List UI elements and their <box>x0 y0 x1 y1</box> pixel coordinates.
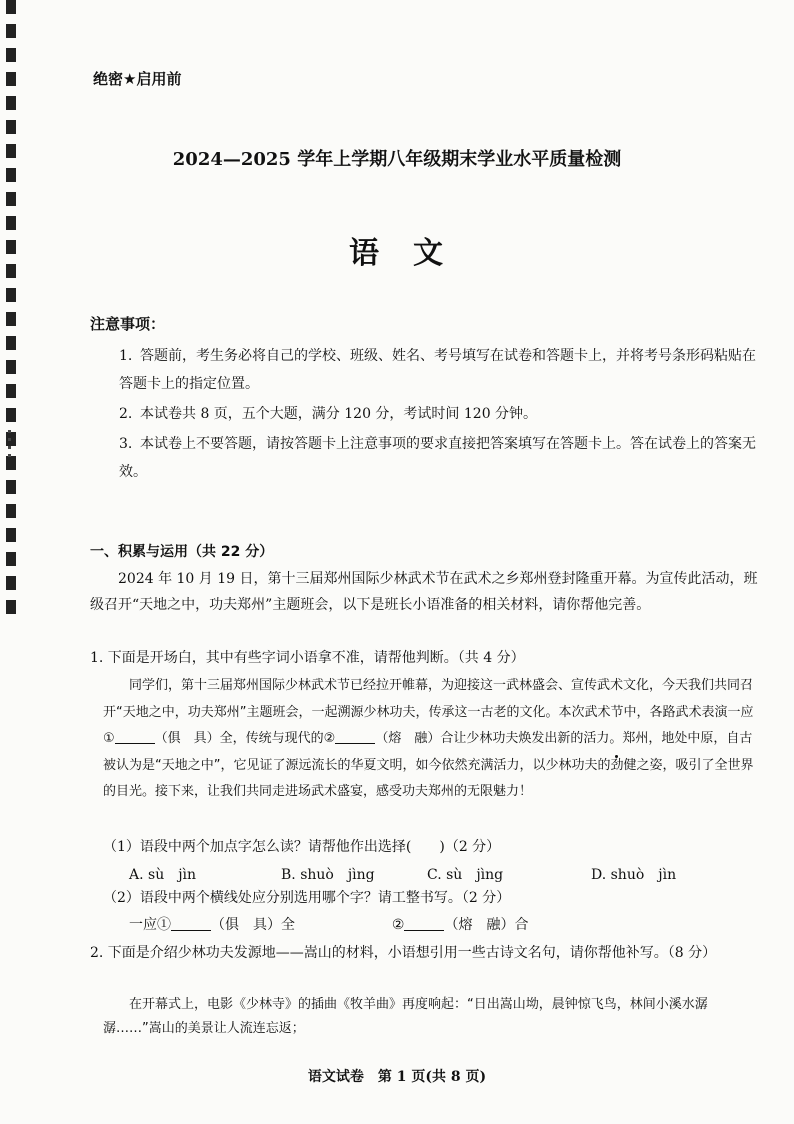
sub-question-2-answer-line <box>129 914 528 934</box>
notice-num: 1. <box>119 348 133 364</box>
notice-item <box>119 342 759 398</box>
answer-prefix: ② <box>391 917 405 933</box>
answer-blank-2 <box>335 730 375 744</box>
notice-item <box>119 400 759 428</box>
choice-d: D. shuò jìn <box>591 867 677 883</box>
notice-text: 本试卷上不要答题，请按答题卡上注意事项的要求直接把答案填写在答题卡上。答在试卷上的答案无效。 <box>119 436 756 480</box>
answer-blank-right <box>404 916 444 931</box>
answer-suffix: （俱 具）全 <box>211 917 295 933</box>
passage-text: 同学们，第十三届郑州国际少林武术节已经拉开帷幕，为迎接这一武林盛会、宣传武术文化，今天我们共同召开“天地之中，功夫郑州”主题班会，一起溯源少林功夫，传承这一古老的文化。本次武术节中，各路武术表演一应① <box>103 678 754 746</box>
answer-suffix: （熔 融）合 <box>444 917 529 933</box>
answer-blank-1 <box>115 730 155 744</box>
answer-blank-left <box>171 916 211 931</box>
page-footer: 语文试卷 第 1 页(共 8 页) <box>307 1069 487 1085</box>
notice-text: 答题前，考生务必将自己的学校、班级、姓名、考号填写在试卷和答题卡上，并将考号条形码粘贴在答题卡上的指定位置。 <box>119 348 756 392</box>
binding-strip <box>6 0 16 620</box>
choice-b: B. shuò jìng <box>281 867 375 883</box>
passage-text: 合让少林功夫焕发出新的活力。郑州，地处中原，自古被认为是“天地之中”，它见证了源远流长的华夏文明，如今依然充满活力，以少林功夫的 <box>103 731 753 773</box>
sub-question-2: （2）语段中两个横线处应分别选用哪个字？请工整书写。（2 分） <box>103 890 511 906</box>
notice-item <box>119 430 759 486</box>
choice-a: A. sù jìn <box>129 867 197 883</box>
sub-question-1: （1）语段中两个加点字怎么读？请帮他作出选择( )（2 分） <box>103 839 501 855</box>
notice-num: 3. <box>119 436 133 452</box>
section-heading: 一、积累与运用（共 22 分） <box>90 544 274 560</box>
blank-hint: （俱 具） <box>154 731 220 746</box>
blank-hint: （熔 融） <box>375 731 441 746</box>
notice-list <box>119 342 759 488</box>
question-1-stem: 1. 下面是开场白，其中有些字词小语拿不准，请帮他判断。（共 4 分） <box>90 650 525 666</box>
question-1-passage <box>103 673 757 806</box>
passage-text: 全，传统与现代的② <box>219 731 336 746</box>
choice-c: C. sù jìng <box>427 867 504 883</box>
question-2-passage: 在开幕式上，电影《少林寺》的插曲《牧羊曲》再度响起：“日出嵩山坳，晨钟惊飞鸟，林间小溪水潺潺……”嵩山的美景让人流连忘返； <box>103 997 708 1036</box>
passage-text: 场武术盛宴，感受功夫郑州的无限魅力！ <box>298 784 533 799</box>
notice-heading: 注意事项： <box>90 315 166 333</box>
section-intro: 2024 年 10 月 19 日，第十三届郑州国际少林武术节在武术之乡郑州登封隆重开幕。为宣传此活动，班级召开“天地之中，功夫郑州”主题班会，以下是班长小语准备的相关材料，请你帮他完善。 <box>90 571 758 613</box>
question-2-stem: 2. 下面是介绍少林功夫发源地——嵩山的材料，小语想引用一些古诗文名句，请你帮他补写。（8 分） <box>90 945 717 961</box>
binding-holes <box>8 430 11 460</box>
dotted-char: 劲 <box>610 757 624 773</box>
passage-text: 健之姿，吸引了全世界的目光。接下来，让我们共同走进 <box>103 757 754 799</box>
answer-prefix: 一应① <box>129 917 171 933</box>
notice-num: 2. <box>119 406 133 422</box>
subject-title: 语 文 <box>349 236 445 271</box>
exam-title: 2024—2025 学年上学期八年级期末学业水平质量检测 <box>172 149 622 170</box>
secret-mark: 绝密★启用前 <box>93 70 182 88</box>
notice-text: 本试卷共 8 页，五个大题，满分 120 分，考试时间 120 分钟。 <box>140 406 538 422</box>
